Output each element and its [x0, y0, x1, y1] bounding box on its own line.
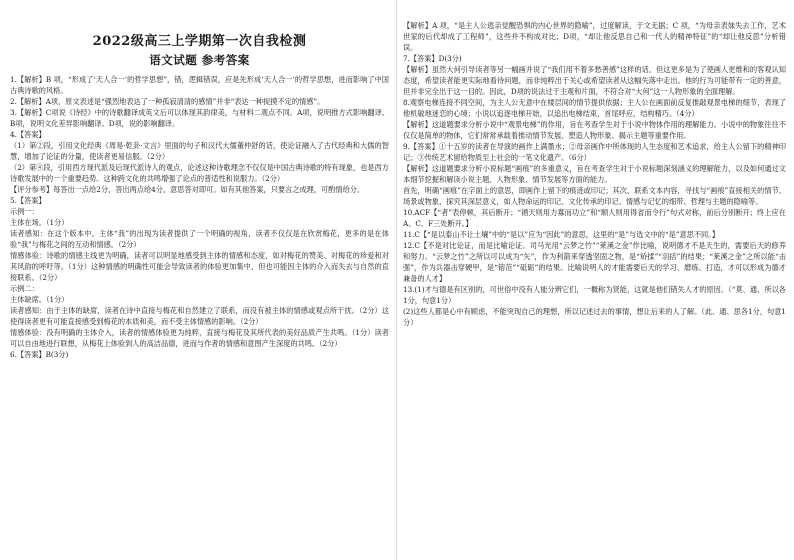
right-column	[397, 0, 794, 560]
answer-paragraph: 主体在场。（1分）	[10, 218, 69, 227]
answer-paragraph: 8.观察电梯连接不同空间，为主人公无意中在楼层间的情节提供依据；主人公在画面前反复推敲观景电梯的细节，表现了他机敏地迷恋的心境；小说以追逐电梯开始，以追出电梯结束，首尾呼应，结构精巧。（4分）	[403, 98, 786, 118]
answer-paragraph: 3.【解析】C项说《诗经》中的诗歌翻译成英文后可以体现其韵律美，与材料二观点不同。A项，说明推方式影响翻译。B项，说明文化差异影响翻译。D项，说的影响翻译。	[10, 108, 389, 128]
answer-paragraph: 12.C【不是对比论证，而是比喻论证。司马光用“云梦之竹”“莱溪之金”作比喻，说明德才不是天生的，需要后天的修养和努力。“云梦之竹”之所以可以成为“矢”，作为利箭来穿透坚固之物，是“矫揉”“羽括”的结果；“莱溪之金”之所以能“击强”，作为兵器击穿硬甲，是“镕范”“砥砺”的结果。比喻说明人的才能需要后天的学习、磨练、打造，才可以形成为德才兼备的人才】	[403, 241, 786, 283]
answer-paragraph: 情感体验：诗歌的情感主线更为明确，读者可以明显地感受到主体的情感和态度，如对梅花的赞美、对梅花的珍爱和对其风韵的呼吁等。（1分）这种情感的明确性可能会导致读者的体验更加集中，但也可能因主体的介入而失去与自然的直接联系。（2分）	[10, 251, 389, 282]
answer-paragraph: 9.【答案】①十五岁的读者在导演的画作上满墨水；②母亲画作中所体现的人生态度和艺术追求，给主人公留下的精神印记；③传统艺术留给物质至上社会的一笔文化遗产。（6分）	[403, 142, 786, 162]
answer-paragraph: （1）第②段，引用文化经典《周易·乾卦·文言》里面的句子和汉代大儒董仲舒的话，使论证融入了古代经典和大儒的智慧，增加了论证的分量，使读者更易信服。（2分）	[10, 141, 389, 161]
answer-paragraph: 情感体验：没有明确的主体介入，读者的情感体验更为纯粹，直接与梅花及其所代表的美好品质产生共鸣。（1分）读者可以自由地进行联想，从梅花上体验到人的高洁品德，进而与作者的情感和意图产生深度的共鸣。（2分）	[10, 328, 389, 348]
scoring-note: 【评分参考】每答出一点给2分，答出两点给4分。意思答对即可。如有其他答案，只要言之成理，可酌情给分。	[10, 185, 365, 194]
answer-paragraph: 【解析】A 项，“是主人公逃亲觉醒恐惧的内心世界的隐喻”，过度解读，于文无据；C 项，“为母亲表妹失去工作，艺术世家的后代却成了工程师”，这些并不构成对比；D项，“却让他反思自己和一代人的精神特征”的“却让他反思”分析错误。	[403, 21, 786, 52]
answer-heading: 6.【答案】B(3分)	[10, 350, 69, 359]
answer-paragraph: 1.【解析】B 项，“形成了‘天人合一’的哲学思想”，错，逻辑错误，应是先形成‘天人合一’的哲学思想，进而影响了中国古典诗歌的风格。	[10, 75, 389, 95]
answer-paragraph: 11.C【“是以泰山不让土壤”中的“是以”应为“因此”的意思，这里的“是”与选文中的“是”意思不同。】	[403, 230, 720, 239]
answer-paragraph: 2.【解析】A项，原文表述是“强烈地表达了一种孤寂清清的感情”并非“表达一种捉摸不定的情感”。	[10, 97, 325, 106]
answer-paragraph: 主体缺席。（1分）	[10, 295, 69, 304]
answer-paragraph: 10.ACF【“者”表停顿，其后断开；“循天则用力寡而功立”和“顺人则用得省而令行”句式对称，前后分别断开；终上应在A、C、F三处断开。】	[403, 208, 786, 228]
answer-paragraph: 【解析】虽然大何引导读者等另一幅画并说了“我们用不着多愁善感”这样的话，但这更多是为了使画人更维和的客观认知态度，希望读者能更实际地看待问题，而非纯粹出于关心或希望读者从这幅失落中走出。他的行为可能带有一定的善意，但并非完全出于这一目的。因此，D项的说法过于主观和片面，不符合对“大何”这一人物形象的全面理解。	[403, 65, 786, 96]
answer-paragraph: （2）第④段，引用西方现代派及后现代派诗人的观点，论述这种诗歌理念不仅仅是中国古典诗歌的特有现象，也是西方诗歌发展中的一个重要趋势。这种跨文化的共鸣增强了论点的普适性和说服力。（2分）	[10, 163, 389, 183]
document-subtitle: 语文试题 参考答案	[149, 53, 250, 67]
example-label: 示例一：	[10, 207, 39, 216]
answer-heading: 5.【答案】	[10, 196, 46, 205]
answer-paragraph: 读者感知：在这个版本中，主体“我”的出现为读者提供了一个明确的视角，读者不仅仅是在欣赏梅花，更多的是在体验“我”与梅花之间的互动和情感。（2分）	[10, 229, 389, 249]
answer-paragraph: 【解析】这道题要求分析小说标题“画痕”的多重意义，旨在考查学生对于小说标题深刻涵义的理解能力，以及如何通过文本细节挖掘和解读小说主题、人物形象、情节发展等方面的能力。	[403, 164, 786, 184]
answer-paragraph: 【解析】这道题要求分析小说中“观景电梯”的作用，旨在考查学生对于小说中物体作用的理解能力。小说中的物象往往不仅仅是简单的物体，它们常常承载着推动情节发展、塑造人物形象、揭示主题等重要作用。	[403, 120, 786, 140]
document-title: 2022级高三上学期第一次自我检测	[92, 34, 307, 49]
answer-paragraph: 13.(1)才与德是有区别的，可世俗中没有人能分辨它们，一概称为贤能，这就是他们错失人才的原因。（“莫、通、所以各1分，句意1分）	[403, 285, 786, 305]
answer-paragraph: 读者感知：由于主体的缺席，读者在诗中直接与梅花和自然建立了联系，而没有被主体的情感或观点所干扰。（2分）这使得读者更有可能直接感受到梅花的本质和美，而不受主体情感的影响。（2分）	[10, 306, 389, 326]
example-label: 示例二：	[10, 284, 39, 293]
answer-heading: 7.【答案】D(3分)	[403, 54, 462, 63]
answer-heading: 4.【答案】	[10, 130, 46, 139]
answer-paragraph: (2)这些人都是心中有顾虑，不能突现自己的理想，所以记述过去的事情，想让后来的人了解。（此、通、思各1分，句意1分）	[403, 307, 786, 327]
answer-paragraph: 首先，明确“画痕”在字面上的意思，即画作上留下的痕迹或印记；其次，联系文本内容，寻找与“画痕”直接相关的情节、场景或物象，探究其深层意义，如人物命运的印记、文化传承的印记、情感与记忆的细带、哲理与主题的隐喻等。	[403, 186, 786, 206]
